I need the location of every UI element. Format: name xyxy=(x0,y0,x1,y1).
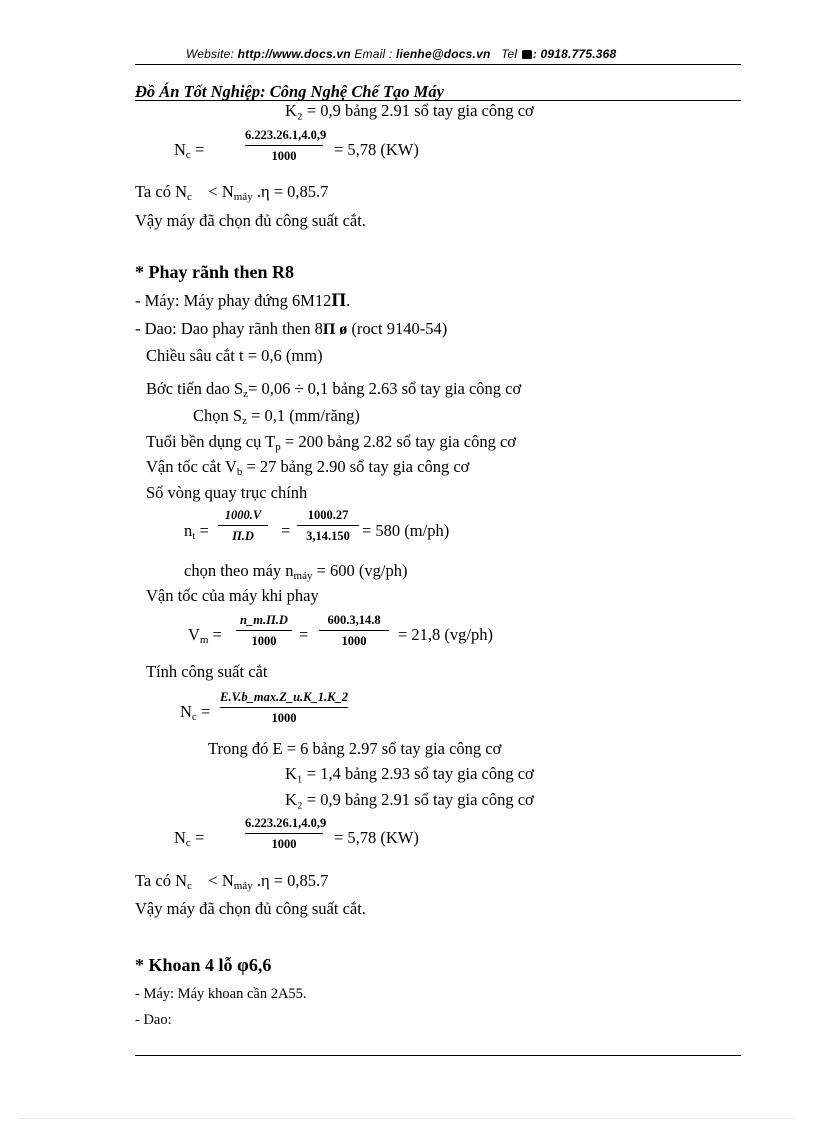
fraction-bar xyxy=(245,145,323,146)
nt-numerator-1: 1000.V xyxy=(224,508,262,522)
nt-denominator-1: Π.D xyxy=(232,529,254,543)
vm-numerator-1: n_m.Π.D xyxy=(240,613,288,627)
fraction-bar xyxy=(297,525,359,526)
chon-may-line: chọn theo máy $n_{máy} = 600$ (vg/ph) xyxy=(184,561,408,582)
nt-formula-lhs: $n_t$ = xyxy=(184,521,209,542)
nc-general-lhs: $N_c$ = xyxy=(180,702,211,723)
trong-do-line: Trong đó E = 6 bảng 2.97 sổ tay gia công cơ xyxy=(208,739,502,758)
header-rule-top xyxy=(135,64,741,65)
nc2-formula-lhs: $N_c$ = xyxy=(174,828,205,849)
nc2-numerator: 6.223.26.1,4.0,9 xyxy=(245,816,327,830)
ta-co-line: Ta có $N_c$ < $N_{máy}$ .η = 0,85.7 xyxy=(135,182,329,203)
header-website-line xyxy=(186,47,616,61)
tuoi-ben-line: Tuổi bền dụng cụ $T_p = 200$ bảng 2.82 sổ tay gia công cơ xyxy=(146,432,517,453)
nt-result: = 580 (m/ph) xyxy=(362,521,450,540)
fraction-bar xyxy=(218,525,268,526)
doc-title: Đồ Án Tốt Nghiệp: Công Nghệ Chế Tạo Máy xyxy=(135,82,444,101)
may-line: - Máy: Máy phay đứng 6M12Π. xyxy=(135,290,351,311)
section-heading-khoan: * Khoan 4 lỗ φ6,6 xyxy=(135,955,272,976)
vm-denominator-1: 1000 xyxy=(251,634,277,648)
k1-line: K₁ = 1,4 bảng 2.93 sổ tay gia công cơ xyxy=(285,764,534,783)
page-edge-dotted xyxy=(20,1118,796,1119)
vm-eq2: = xyxy=(299,625,309,644)
nt-eq2: = xyxy=(281,521,291,540)
dao-line: - Dao: Dao phay rãnh then 8Π ø (roct 9140-54) xyxy=(135,319,448,338)
conclusion-line: Vậy máy đã chọn đủ công suất cắt. xyxy=(135,211,366,230)
fraction-bar xyxy=(236,630,292,631)
vm-numerator-2: 600.3,14.8 xyxy=(327,613,381,627)
nc-fraction xyxy=(245,128,327,164)
fraction-bar xyxy=(220,707,348,708)
pi-phi-glyph: Π ø xyxy=(322,321,348,338)
nt-numerator-2: 1000.27 xyxy=(307,508,349,522)
vm-result: = 21,8 (vg/ph) xyxy=(398,625,494,644)
nc-denominator: 1000 xyxy=(271,149,297,163)
vm-fraction-1 xyxy=(236,613,292,649)
website-label: Website: xyxy=(186,47,235,61)
footer-rule xyxy=(135,1055,741,1056)
khoan-may-line: - Máy: Máy khoan cần 2A55. xyxy=(135,986,307,1002)
fraction-bar xyxy=(245,833,323,834)
section-heading-phay: * Phay rãnh then R8 xyxy=(135,262,295,282)
phone-number: : 0918.775.368 xyxy=(532,47,617,61)
nc-general-denominator: 1000 xyxy=(271,711,297,725)
so-vong-line: Số vòng quay trục chính xyxy=(146,483,308,502)
phi-glyph: φ xyxy=(237,955,249,976)
nc2-denominator: 1000 xyxy=(271,837,297,851)
phone-icon xyxy=(522,50,532,59)
nc-numerator: 6.223.26.1,4.0,9 xyxy=(245,128,327,142)
van-toc-may-line: Vận tốc của máy khi phay xyxy=(146,586,319,605)
buoc-tien-line: Bớc tiến dao $S_z= 0,06 \div 0,1$ bảng 2.63 sổ tay gia công cơ xyxy=(146,379,522,400)
k2-line-2: K₂ = 0,9 bảng 2.91 sổ tay gia công cơ xyxy=(285,790,534,809)
ta-co-line-2: Ta có $N_c$ < $N_{máy}$ .η = 0,85.7 xyxy=(135,871,329,892)
fraction-bar xyxy=(319,630,389,631)
chon-sz-line: Chọn $S_z = 0,1$ (mm/răng) xyxy=(193,406,360,427)
email-address[interactable]: lienhe@docs.vn xyxy=(395,47,491,61)
pi-glyph: Π xyxy=(331,290,347,311)
nc2-result: = 5,78 (KW) xyxy=(334,828,419,847)
van-toc-line: Vận tốc cắt $V_b = 27$ bảng 2.90 sổ tay gia công cơ xyxy=(146,457,470,478)
vm-denominator-2: 1000 xyxy=(341,634,367,648)
vm-fraction-2 xyxy=(319,613,389,649)
tinh-cs-line: Tính công suất cắt xyxy=(146,662,268,681)
vm-formula-lhs: $V_m$ = xyxy=(188,625,222,646)
nc-result: = 5,78 (KW) xyxy=(334,140,419,159)
khoan-dao-line: - Dao: xyxy=(135,1012,172,1028)
nt-denominator-2: 3,14.150 xyxy=(306,529,350,543)
nc-formula-lhs: $N_c$ = xyxy=(174,140,205,161)
nt-fraction-2 xyxy=(297,508,359,544)
nc-general-numerator: E.V.b_max.Z_u.K_1.K_2 xyxy=(220,690,348,704)
website-url[interactable]: http://www.docs.vn xyxy=(237,47,351,61)
nc-general-fraction xyxy=(220,690,348,726)
tel-label: Tel xyxy=(501,47,518,61)
conclusion-line-2: Vậy máy đã chọn đủ công suất cắt. xyxy=(135,899,366,918)
chieu-sau-line: Chiều sâu cắt t = 0,6 (mm) xyxy=(146,346,323,365)
nc2-fraction xyxy=(245,816,327,852)
nt-fraction-1 xyxy=(218,508,268,544)
k2-line: K₂ = 0,9 bảng 2.91 sổ tay gia công cơ xyxy=(285,101,534,120)
email-label: Email : xyxy=(354,47,393,61)
